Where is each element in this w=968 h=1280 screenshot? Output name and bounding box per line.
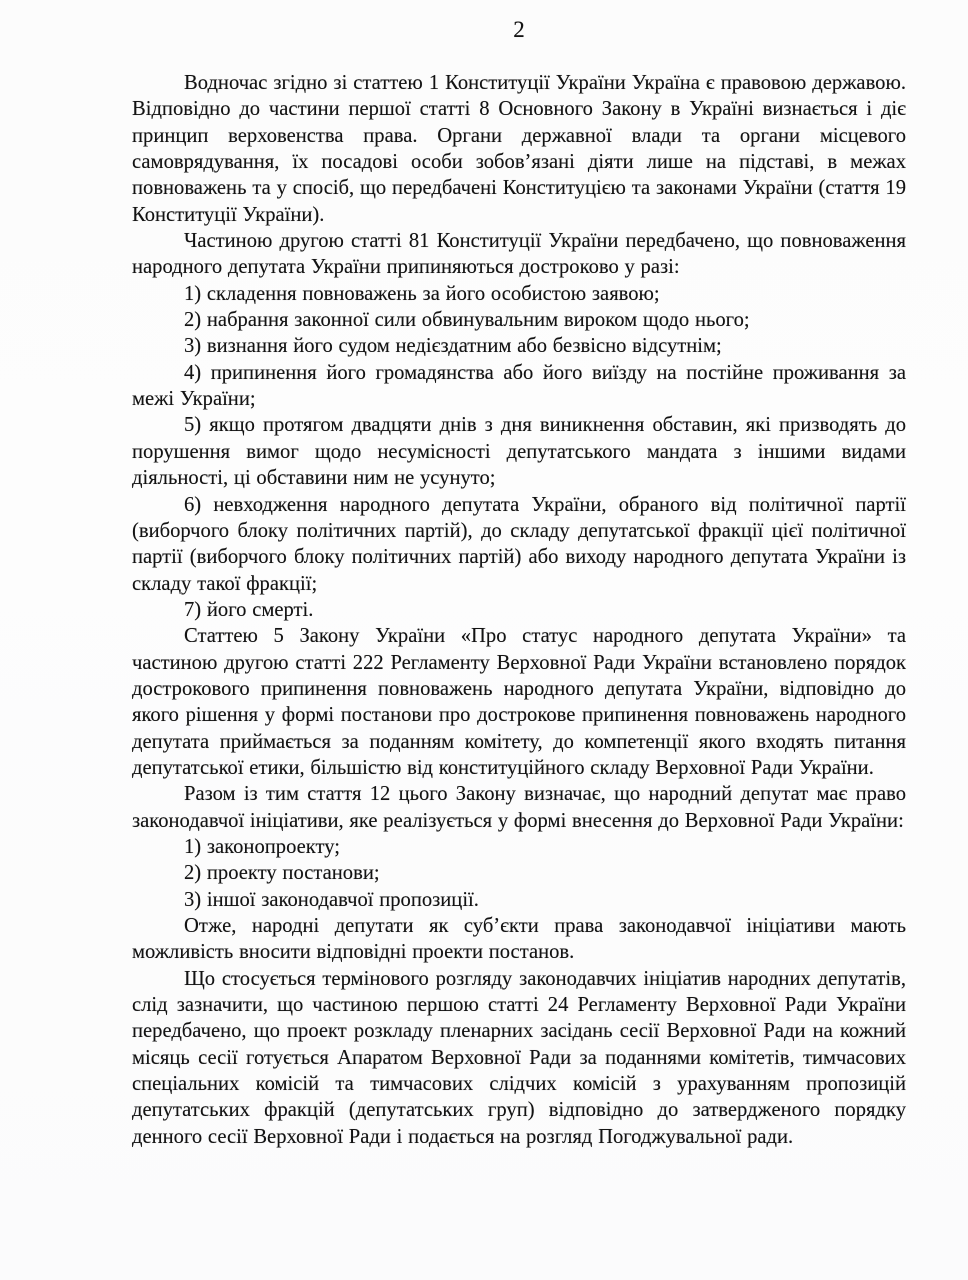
list-item-initiative-2: 2) проекту постанови; — [184, 862, 380, 885]
list-item-termination-2: 2) набрання законної сили обвинувальним вироком щодо нього; — [184, 309, 750, 332]
list-item-initiative-3: 3) іншої законодавчої пропозиції. — [184, 888, 479, 911]
list-item-termination-4: 4) припинення його громадянства або його виїзду на постійне проживання за межі України; — [132, 361, 906, 411]
paragraph-rule-of-law: Водночас згідно зі статтею 1 Конституції України Україна є правовою державою. Відповідно до частини першої статті 8 Основного Закону в Україні визнається і діє принцип верховенства права. Органи державної влади та органи місцевого самоврядування, їх посадові особи зобов’язані діяти лише на підставі, в межах повноважень та у спосіб, що передбачені Конституцією та законами України (стаття 19 Конституції України). — [132, 72, 906, 226]
list-item-termination-7: 7) його смерті. — [184, 598, 314, 621]
document-body — [132, 70, 906, 1150]
list-item-termination-5: 5) якщо протягом двадцяти днів з дня виникнення обставин, які призводять до порушення вимог щодо несумісності депутатського мандата з іншими видами діяльності, ці обставини ним не усунуто; — [132, 414, 906, 490]
page-number: 2 — [513, 17, 525, 42]
paragraph-article-81-intro: Частиною другою статті 81 Конституції України передбачено, що повноваження народного депутата України припиняються достроково у разі: — [132, 230, 906, 279]
paragraph-conclusion-initiative: Отже, народні депутати як суб’єкти права законодавчої ініціативи мають можливість вносити відповідні проекти постанов. — [132, 915, 906, 964]
list-item-initiative-1: 1) законопроекту; — [184, 835, 340, 858]
list-item-termination-3: 3) визнання його судом недієздатним або безвісно відсутнім; — [184, 335, 722, 358]
list-item-termination-6: 6) невходження народного депутата України, обраного від політичної партії (виборчого блоку політичних партій), до складу депутатської фракції цієї політичної партії (виборчого блоку політичних партій) або виходу народного депутата України із складу такої фракції; — [132, 493, 906, 595]
paragraph-article-24-schedule: Що стосується термінового розгляду законодавчих ініціатив народних депутатів, слід зазначити, що частиною першою статті 24 Регламенту Верховної Ради України передбачено, що проект розкладу пленарних засідань сесії Верховної Ради на кожний місяць сесії готується Апаратом Верховної Ради за поданнями комітетів, тимчасових спеціальних комісій та тимчасових слідчих комісій з урахуванням пропозицій депутатських фракцій (депутатських груп) відповідно до затвердженого порядку денного сесії Верховної Ради і подається на розгляд Погоджувальної ради. — [132, 967, 906, 1148]
list-item-termination-1: 1) складення повноважень за його особистою заявою; — [184, 282, 660, 305]
paragraph-article-12-intro: Разом із тим стаття 12 цього Закону визначає, що народний депутат має право законодавчої ініціативи, яке реалізується у формі внесення до Верховної Ради України: — [132, 783, 906, 832]
paragraph-article-5-law: Статтею 5 Закону України «Про статус народного депутата України» та частиною другою статті 222 Регламенту Верховної Ради України встановлено порядок дострокового припинення повноважень народного депутата України, відповідно до якого рішення у формі постанови про дострокове припинення повноважень народного депутата приймається за поданням комітету, до компетенції якого входять питання депутатської етики, більшістю від конституційного складу Верховної Ради України. — [132, 625, 906, 779]
